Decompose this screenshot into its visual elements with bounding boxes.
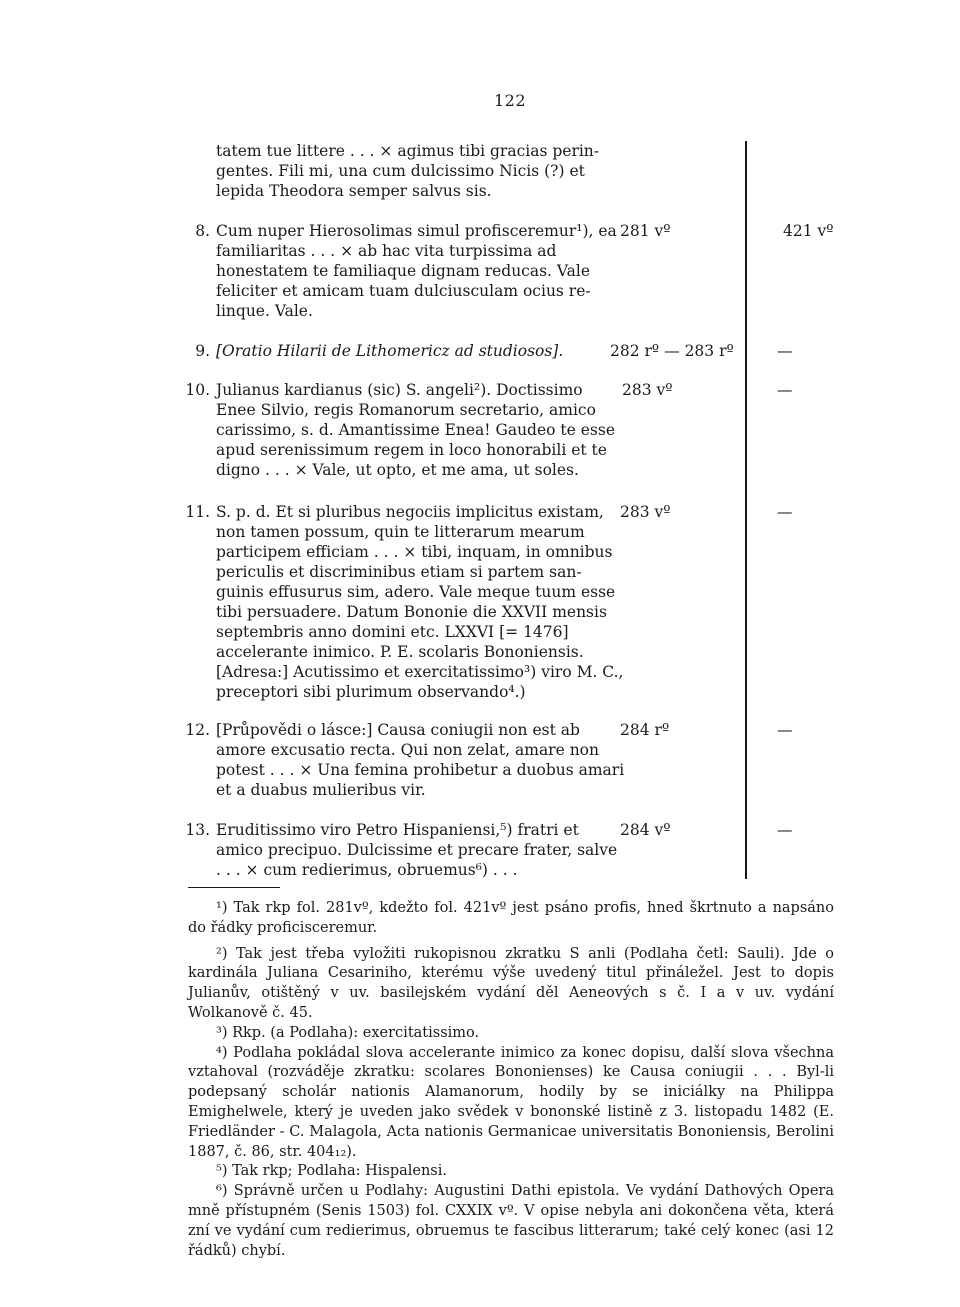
folio-ref-2: 421 vº <box>783 222 834 240</box>
entry-text <box>216 720 625 800</box>
footnote-2: ²) Tak jest třeba vyložiti rukopisnou zkratku S anli (Podlaha četl: Sauli). Jde o kardinála Juliana Cesariniho, kterému výše uvedený titul přináležel. Jest to dopis Julianův, otištěný v uv. basilejském vydání děl Aeneových s č. I a v uv. vydání Wolkanově č. 45. <box>188 945 834 1021</box>
entry-number: 9. <box>195 342 210 360</box>
text-line: gentes. Fili mi, una cum dulcissimo Nicis (?) et <box>216 162 585 180</box>
footnotes <box>188 899 834 1261</box>
footnote-4: ⁴) Podlaha pokládal slova accelerante inimico za konec dopisu, další slova všechna vztahoval (rozváděje zkratku: scolares Bononienses) ke Causa coniugii . . . Byl-li podepsaný scholár nationis Alamanorum, hodily by se iniciálky na Philippa Emighelwele, který je uveden jako svědek v bononské listině z 3. listopadu 1482 (E. Friedländer - C. Malagola, Acta nationis Germanicae universitatis Bononiensis, Berolini 1887, č. 86, str. 404₁₂). <box>188 1044 834 1160</box>
folio-ref: 283 vº <box>620 503 671 521</box>
text-line: digno . . . × Vale, ut opto, et me ama, ut soles. <box>216 461 579 479</box>
folio-ref: 284 rº <box>620 721 670 739</box>
text-line: guinis effusurus sim, adero. Vale meque tuum esse <box>216 583 616 601</box>
text-line: preceptori sibi plurimum observando⁴.) <box>216 683 526 701</box>
text-line: [Oratio Hilarii de Lithomericz ad studiosos]. <box>216 342 564 360</box>
text-line: potest . . . × Una femina prohibetur a duobus amari <box>216 761 625 779</box>
text-line: Julianus kardianus (sic) S. angeli²). Doctissimo <box>216 381 583 399</box>
text-line: et a duabus mulieribus vir. <box>216 781 426 799</box>
text-line: apud serenissimum regem in loco honorabili et te <box>216 441 607 459</box>
text-line: S. p. d. Et si pluribus negociis implicitus existam, <box>216 503 604 521</box>
text-line: honestatem te familiaque dignam reducas. Vale <box>216 262 591 280</box>
entry-continuation <box>216 141 600 201</box>
text-line: amico precipuo. Dulcissime et precare frater, salve <box>216 841 618 859</box>
folio-ref-2: — <box>777 503 793 521</box>
text-line: feliciter et amicam tuam dulciusculam ocius re- <box>216 282 591 300</box>
text-line: [Průpovědi o lásce:] Causa coniugii non est ab <box>216 721 580 739</box>
entry-text <box>216 502 624 702</box>
text-line: Cum nuper Hierosolimas simul profisceremur¹), ea <box>216 222 617 240</box>
footnote-rule <box>188 887 280 888</box>
entry-text <box>216 820 618 880</box>
text-line: accelerante inimico. P. E. scolaris Bononiensis. <box>216 643 584 661</box>
entry-number: 12. <box>185 721 210 739</box>
text-line: . . . × cum redierimus, obruemus⁶) . . . <box>216 861 518 879</box>
footnote-6: ⁶) Správně určen u Podlahy: Augustini Dathi epistola. Ve vydání Dathových Opera mně přístupném (Senis 1503) fol. CXXIX vº. V opise nebyla ani dokončena věta, která zní ve vydání cum redierimus, obruemus te fascibus litterarum; také celý konec (asi 12 řádků) chybí. <box>188 1183 834 1259</box>
text-line: lepida Theodora semper salvus sis. <box>216 182 492 200</box>
folio-ref-2: — <box>777 821 793 839</box>
entry-number: 10. <box>185 381 210 399</box>
column-divider <box>745 141 747 879</box>
text-line: tibi persuadere. Datum Bononie die XXVII mensis <box>216 603 607 621</box>
text-line: familiaritas . . . × ab hac vita turpissima ad <box>216 242 557 260</box>
text-line: Enee Silvio, regis Romanorum secretario, amico <box>216 401 596 419</box>
text-line: tatem tue littere . . . × agimus tibi gracias perin- <box>216 142 600 160</box>
folio-ref: 283 vº <box>622 381 673 399</box>
folio-ref: 284 vº <box>620 821 671 839</box>
entry-text <box>216 380 615 480</box>
entry-number: 8. <box>195 222 210 240</box>
entry-number: 11. <box>185 503 210 521</box>
footnote-5: ⁵) Tak rkp; Podlaha: Hispalensi. <box>216 1163 447 1180</box>
footnote-3: ³) Rkp. (a Podlaha): exercitatissimo. <box>216 1024 480 1041</box>
text-line: periculis et discriminibus etiam si partem san- <box>216 563 582 581</box>
text-line: non tamen possum, quin te litterarum mearum <box>216 523 585 541</box>
folio-ref-2: — <box>777 342 793 360</box>
page-number: 122 <box>493 91 527 110</box>
entry-number: 13. <box>185 821 210 839</box>
folio-ref: 282 rº — 283 rº <box>610 342 734 360</box>
folio-ref-2: — <box>777 721 793 739</box>
text-line: linque. Vale. <box>216 302 313 320</box>
text-line: Eruditissimo viro Petro Hispaniensi,⁵) fratri et <box>216 821 579 839</box>
text-line: amore excusatio recta. Qui non zelat, amare non <box>216 741 599 759</box>
text-line: [Adresa:] Acutissimo et exercitatissimo³) viro M. C., <box>216 663 624 681</box>
folio-ref: 281 vº <box>620 222 671 240</box>
text-line: participem efficiam . . . × tibi, inquam, in omnibus <box>216 543 613 561</box>
entry-text <box>216 341 600 361</box>
footnote-1: ¹) Tak rkp fol. 281vº, kdežto fol. 421vº jest psáno profis, hned škrtnuto a napsáno do řádky proficisceremur. <box>188 900 834 936</box>
text-line: septembris anno domini etc. LXXVI [= 1476] <box>216 623 569 641</box>
entry-text <box>216 221 617 321</box>
text-line: carissimo, s. d. Amantissime Enea! Gaudeo te esse <box>216 421 615 439</box>
folio-ref-2: — <box>777 381 793 399</box>
